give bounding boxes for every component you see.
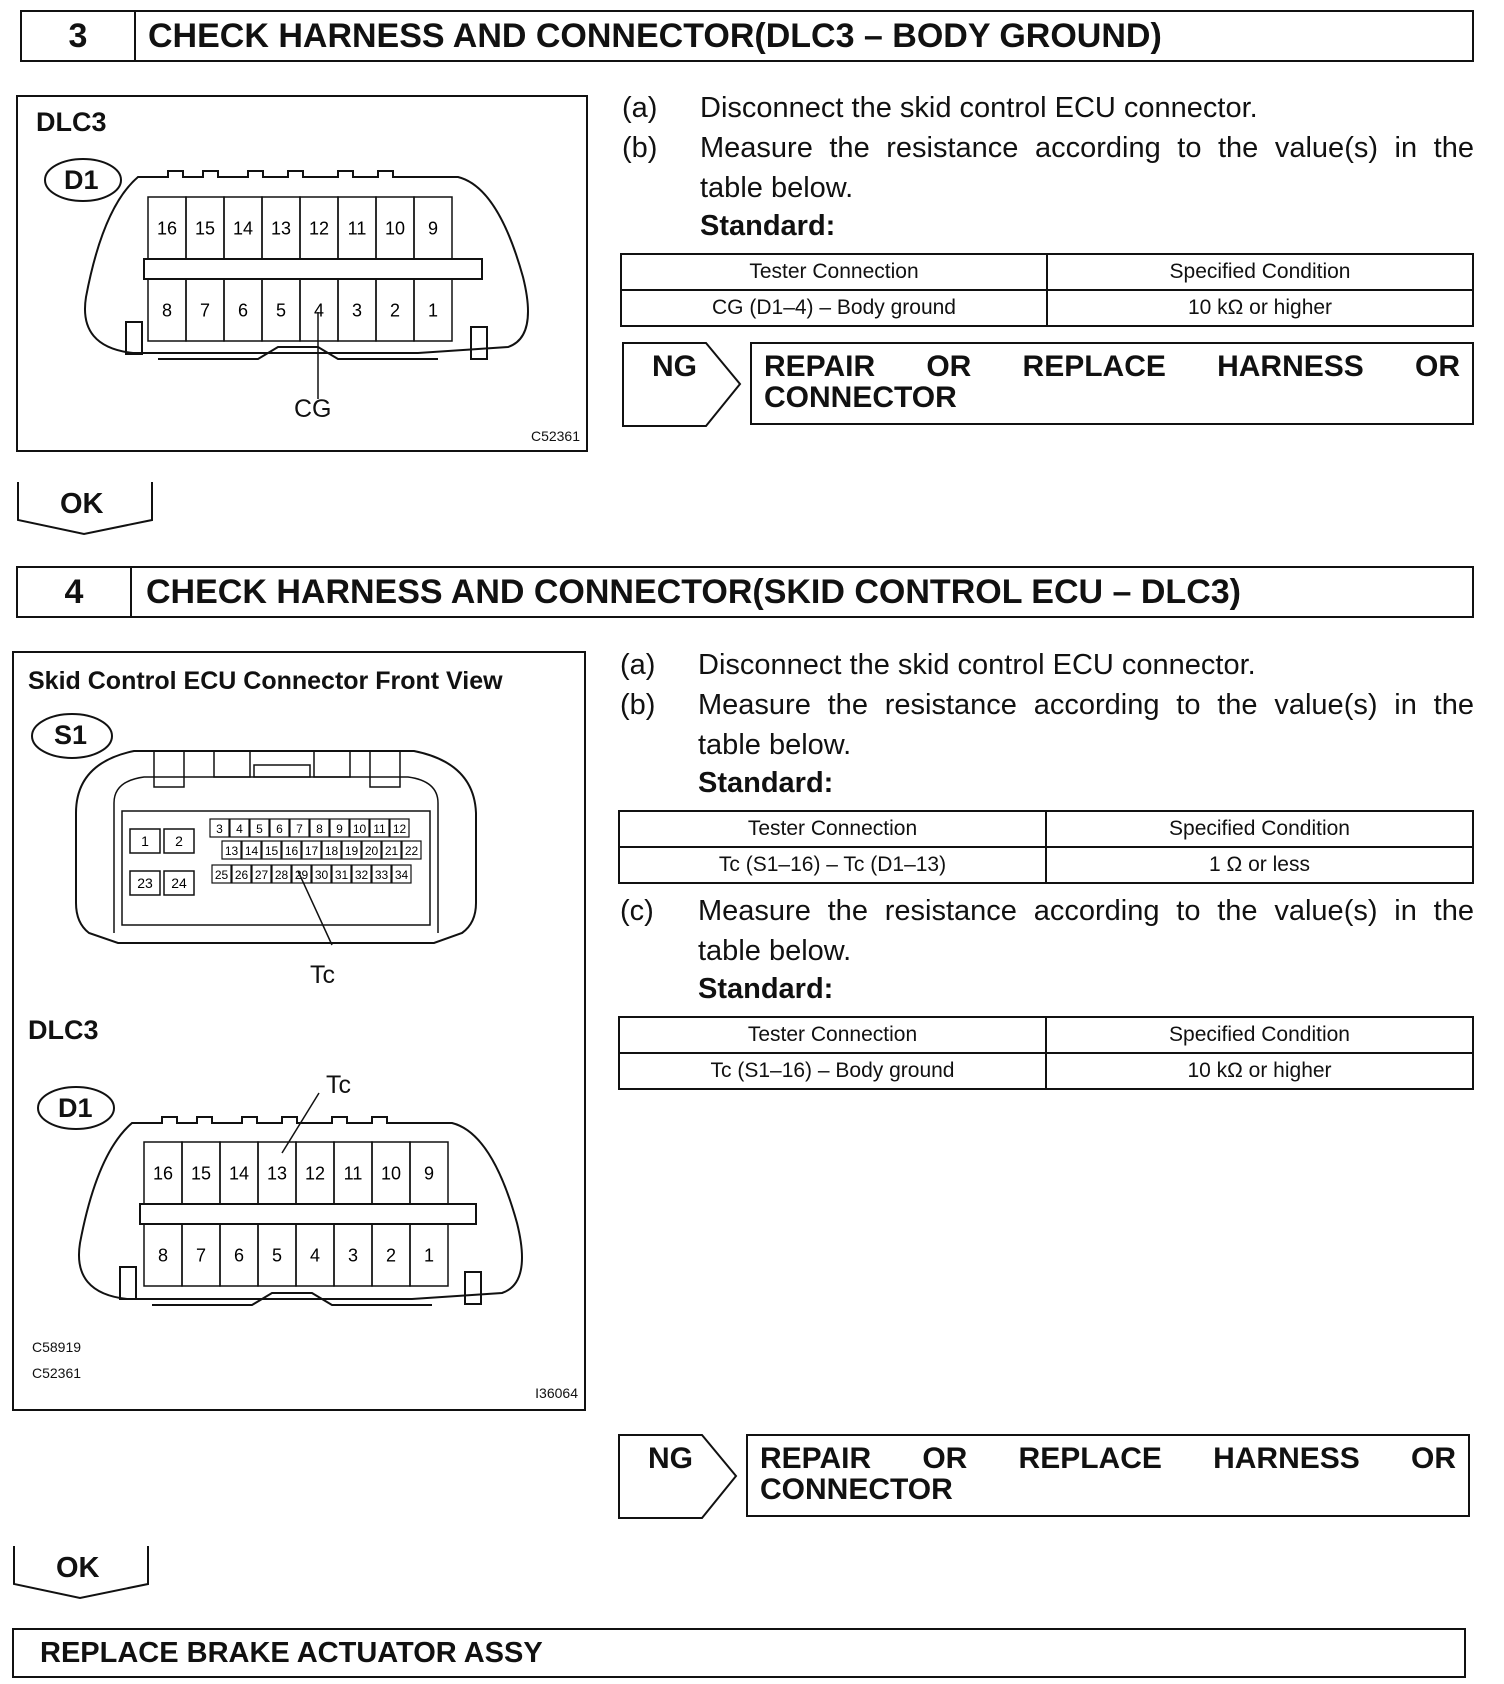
connector-pin-11: [338, 197, 376, 259]
table-header: Tester Connection: [621, 254, 1047, 290]
step3-number: 3: [22, 12, 136, 60]
connector-pin-13: [258, 1142, 296, 1204]
connector-pin-6: [220, 1224, 258, 1286]
step4-s1-tc-label: Tc: [310, 961, 335, 989]
connector-pin-5: [262, 279, 300, 341]
connector-pin-1: [410, 1224, 448, 1286]
svg-text:28: 28: [274, 868, 289, 882]
step4-number: 4: [18, 568, 132, 616]
connector-pin-12: [390, 819, 409, 837]
connector-pin-20: [362, 841, 381, 859]
svg-text:7: 7: [296, 822, 303, 836]
step4-dlc3-label: DLC3: [28, 1015, 99, 1045]
connector-pin-6: [270, 819, 289, 837]
step4-instruction-c: [620, 891, 1474, 971]
connector-pin-1: [130, 829, 160, 853]
svg-text:6: 6: [233, 1245, 245, 1266]
step4-figure-code1: C58919: [32, 1339, 82, 1355]
svg-text:15: 15: [194, 218, 216, 239]
table-row: [619, 847, 1473, 883]
connector-pin-32: [352, 865, 371, 883]
step4-instruction-b-letter: (b): [620, 689, 656, 721]
svg-text:4: 4: [309, 1245, 321, 1266]
step3-d1-label: D1: [64, 165, 99, 195]
connector-pin-12: [296, 1142, 334, 1204]
step4-instruction-b-text: Measure the resistance according to the value(s) in the table below.: [698, 689, 1474, 761]
connector-pin-7: [290, 819, 309, 837]
svg-text:24: 24: [171, 875, 187, 891]
final-action-box: [12, 1628, 1466, 1678]
connector-pin-14: [220, 1142, 258, 1204]
step4-spec-table-2: [618, 1016, 1474, 1090]
table-cell: 1 Ω or less: [1046, 847, 1473, 883]
step4-ng-action-line1: REPAIR OR REPLACE HARNESS OR: [760, 1442, 1456, 1475]
svg-text:34: 34: [394, 868, 409, 882]
connector-pin-5: [250, 819, 269, 837]
step3-instruction-b-letter: (b): [622, 132, 658, 164]
svg-text:4: 4: [313, 300, 325, 321]
svg-text:6: 6: [276, 822, 283, 836]
connector-pin-14: [224, 197, 262, 259]
svg-text:25: 25: [214, 868, 229, 882]
connector-pin-6: [224, 279, 262, 341]
connector-pin-13: [222, 841, 241, 859]
svg-text:6: 6: [237, 300, 249, 321]
connector-pin-17: [302, 841, 321, 859]
svg-text:11: 11: [343, 1163, 363, 1184]
connector-pin-8: [148, 279, 186, 341]
svg-text:10: 10: [384, 218, 406, 239]
step4-ok-tab: [12, 1544, 152, 1600]
svg-text:14: 14: [228, 1163, 250, 1184]
step4-ng-label: NG: [648, 1442, 693, 1475]
svg-text:11: 11: [347, 218, 367, 239]
svg-text:2: 2: [385, 1245, 397, 1266]
connector-pin-11: [370, 819, 389, 837]
svg-text:4: 4: [236, 822, 243, 836]
connector-pin-2: [164, 829, 194, 853]
step4-instruction-c-text: Measure the resistance according to the value(s) in the table below.: [698, 895, 1474, 967]
connector-pin-28: [272, 865, 291, 883]
connector-pin-14: [242, 841, 261, 859]
connector-pin-19: [342, 841, 361, 859]
svg-text:14: 14: [244, 844, 259, 858]
step3-instruction-b-text: Measure the resistance according to the value(s) in the table below.: [700, 132, 1474, 204]
svg-text:32: 32: [354, 868, 369, 882]
table-cell: Tc (S1–16) – Body ground: [619, 1053, 1046, 1089]
connector-pin-12: [300, 197, 338, 259]
connector-pin-10: [350, 819, 369, 837]
ecu-and-dlc3-connector-diagram: [14, 653, 588, 1413]
step3-instruction-b: [622, 128, 1474, 208]
connector-pin-10: [372, 1142, 410, 1204]
connector-pin-8: [144, 1224, 182, 1286]
connector-pin-15: [262, 841, 281, 859]
svg-text:2: 2: [175, 833, 183, 849]
svg-text:12: 12: [304, 1163, 326, 1184]
table-cell: Tc (S1–16) – Tc (D1–13): [619, 847, 1046, 883]
table-row: [621, 290, 1473, 326]
step4-instruction-c-letter: (c): [620, 895, 654, 927]
final-action-text: REPLACE BRAKE ACTUATOR ASSY: [40, 1636, 543, 1669]
step4-standard-label-1: Standard:: [698, 767, 834, 799]
svg-text:3: 3: [216, 822, 223, 836]
svg-text:31: 31: [334, 868, 349, 882]
svg-text:14: 14: [232, 218, 254, 239]
svg-text:8: 8: [161, 300, 173, 321]
connector-pin-18: [322, 841, 341, 859]
connector-pin-9: [414, 197, 452, 259]
svg-text:10: 10: [352, 822, 367, 836]
step3-instruction-a-text: Disconnect the skid control ECU connector.: [700, 92, 1258, 124]
svg-text:8: 8: [316, 822, 323, 836]
step4-figure-code3: I36064: [535, 1385, 578, 1401]
step4-ok-label: OK: [56, 1552, 100, 1584]
step3-ng-label: NG: [652, 350, 697, 383]
svg-text:18: 18: [324, 844, 339, 858]
step3-ng-action: [750, 342, 1474, 425]
svg-text:9: 9: [336, 822, 343, 836]
svg-text:1: 1: [141, 833, 149, 849]
step3-dlc3-label: DLC3: [36, 107, 107, 137]
connector-pin-1: [414, 279, 452, 341]
connector-pin-9: [410, 1142, 448, 1204]
connector-pin-8: [310, 819, 329, 837]
connector-pin-5: [258, 1224, 296, 1286]
connector-pin-15: [182, 1142, 220, 1204]
svg-text:11: 11: [373, 822, 386, 836]
step4-standard-label-2: Standard:: [698, 973, 834, 1005]
step4-ecu-view-label: Skid Control ECU Connector Front View: [28, 667, 503, 695]
connector-pin-4: [230, 819, 249, 837]
connector-pin-34: [392, 865, 411, 883]
svg-text:30: 30: [314, 868, 329, 882]
svg-text:5: 5: [275, 300, 287, 321]
step4-instruction-a-letter: (a): [620, 649, 656, 681]
connector-pin-16: [282, 841, 301, 859]
svg-text:21: 21: [384, 844, 399, 858]
step3-header: [20, 10, 1474, 62]
svg-text:33: 33: [374, 868, 389, 882]
svg-text:27: 27: [254, 868, 269, 882]
step4-title: CHECK HARNESS AND CONNECTOR(SKID CONTROL ECU – DLC3): [146, 572, 1241, 611]
svg-text:16: 16: [284, 844, 299, 858]
connector-pin-2: [372, 1224, 410, 1286]
connector-pin-21: [382, 841, 401, 859]
svg-text:20: 20: [364, 844, 379, 858]
step4-d1-tc-label: Tc: [326, 1071, 351, 1099]
connector-pin-3: [338, 279, 376, 341]
svg-text:10: 10: [380, 1163, 402, 1184]
svg-text:12: 12: [308, 218, 330, 239]
step4-instruction-a: [620, 645, 1474, 685]
table-header: Tester Connection: [619, 811, 1046, 847]
step3-ok-label: OK: [60, 488, 104, 520]
svg-text:17: 17: [304, 844, 319, 858]
table-header: Tester Connection: [619, 1017, 1046, 1053]
svg-text:19: 19: [344, 844, 359, 858]
connector-pin-16: [148, 197, 186, 259]
step3-title: CHECK HARNESS AND CONNECTOR(DLC3 – BODY GROUND): [148, 16, 1162, 55]
table-cell: 10 kΩ or higher: [1046, 1053, 1473, 1089]
svg-text:9: 9: [423, 1163, 435, 1184]
svg-text:3: 3: [351, 300, 363, 321]
svg-text:9: 9: [427, 218, 439, 239]
svg-text:5: 5: [271, 1245, 283, 1266]
step3-figure: [16, 95, 588, 452]
table-header-row: [621, 254, 1473, 290]
connector-pin-25: [212, 865, 231, 883]
step3-spec-table: [620, 253, 1474, 327]
svg-text:1: 1: [423, 1245, 435, 1266]
step4-instruction-a-text: Disconnect the skid control ECU connector.: [698, 649, 1256, 681]
step4-header: [16, 566, 1474, 618]
connector-pin-13: [262, 197, 300, 259]
svg-text:15: 15: [190, 1163, 212, 1184]
connector-pin-11: [334, 1142, 372, 1204]
step3-instruction-a-letter: (a): [622, 92, 658, 124]
connector-pin-9: [330, 819, 349, 837]
table-header: Specified Condition: [1047, 254, 1473, 290]
svg-text:12: 12: [392, 822, 407, 836]
svg-text:15: 15: [264, 844, 279, 858]
connector-pin-3: [210, 819, 229, 837]
svg-text:22: 22: [404, 844, 419, 858]
connector-pin-23: [130, 871, 160, 895]
step4-spec-table-1: [618, 810, 1474, 884]
connector-pin-24: [164, 871, 194, 895]
step4-figure-code2: C52361: [32, 1365, 82, 1381]
svg-text:7: 7: [199, 300, 211, 321]
step4-figure: [12, 651, 586, 1411]
table-cell: 10 kΩ or higher: [1047, 290, 1473, 326]
table-cell: CG (D1–4) – Body ground: [621, 290, 1047, 326]
svg-text:2: 2: [389, 300, 401, 321]
connector-pin-33: [372, 865, 391, 883]
svg-text:13: 13: [270, 218, 292, 239]
step3-ng-action-line2: CONNECTOR: [764, 381, 957, 414]
step4-s1-label: S1: [54, 720, 88, 750]
step3-standard-label: Standard:: [700, 210, 836, 242]
connector-pin-27: [252, 865, 271, 883]
step4-ng-action-line2: CONNECTOR: [760, 1473, 953, 1506]
table-header-row: [619, 811, 1473, 847]
step3-figure-code: C52361: [530, 428, 580, 444]
svg-text:3: 3: [347, 1245, 359, 1266]
svg-text:1: 1: [427, 300, 439, 321]
step4-ng-action: [746, 1434, 1470, 1517]
connector-pin-10: [376, 197, 414, 259]
table-header: Specified Condition: [1046, 811, 1473, 847]
step4-instruction-b: [620, 685, 1474, 765]
connector-pin-4: [300, 279, 338, 341]
connector-pin-4: [296, 1224, 334, 1286]
step3-cg-label: CG: [294, 395, 332, 423]
table-header: Specified Condition: [1046, 1017, 1473, 1053]
connector-pin-30: [312, 865, 331, 883]
connector-pin-7: [182, 1224, 220, 1286]
table-header-row: [619, 1017, 1473, 1053]
svg-text:13: 13: [266, 1163, 288, 1184]
svg-text:5: 5: [256, 822, 263, 836]
connector-pin-22: [402, 841, 421, 859]
connector-pin-2: [376, 279, 414, 341]
step3-instruction-a: [622, 88, 1474, 128]
step3-ng-result: [622, 342, 1474, 428]
step4-d1-label: D1: [58, 1093, 93, 1123]
svg-text:16: 16: [156, 218, 178, 239]
table-row: [619, 1053, 1473, 1089]
connector-pin-26: [232, 865, 251, 883]
step4-ng-result: [618, 1434, 1470, 1520]
svg-text:29: 29: [294, 868, 309, 882]
step3-ok-tab: [16, 480, 156, 536]
svg-text:7: 7: [195, 1245, 207, 1266]
svg-text:8: 8: [157, 1245, 169, 1266]
connector-pin-7: [186, 279, 224, 341]
svg-text:23: 23: [137, 875, 153, 891]
connector-pin-15: [186, 197, 224, 259]
svg-text:26: 26: [234, 868, 249, 882]
connector-pin-3: [334, 1224, 372, 1286]
connector-pin-16: [144, 1142, 182, 1204]
svg-text:16: 16: [152, 1163, 174, 1184]
step3-ng-action-line1: REPAIR OR REPLACE HARNESS OR: [764, 350, 1460, 383]
svg-text:13: 13: [224, 844, 239, 858]
connector-pin-31: [332, 865, 351, 883]
